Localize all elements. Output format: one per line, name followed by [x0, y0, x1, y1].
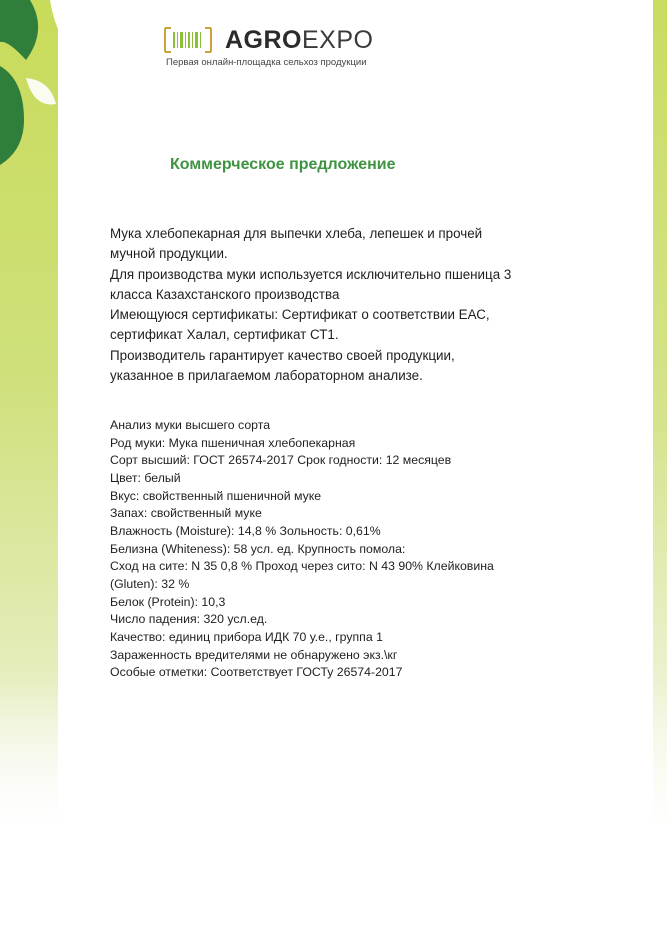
intro-line: указанное в прилагаемом лабораторном анализе. [110, 368, 423, 384]
analysis-line: Сорт высший: ГОСТ 26574-2017 Срок годности: 12 месяцев [110, 453, 452, 468]
analysis-line: Зараженность вредителями не обнаружено экз.\кг [110, 647, 398, 662]
analysis-line: Особые отметки: Соответствует ГОСТу 26574-2017 [110, 665, 403, 680]
analysis-line: (Gluten): 32 % [110, 576, 190, 591]
analysis-line: Род муки: Мука пшеничная хлебопекарная [110, 435, 356, 450]
barcode-logo-icon [163, 26, 213, 54]
intro-line: класса Казахстанского производства [110, 286, 340, 302]
analysis-line: Число падения: 320 усл.ед. [110, 612, 268, 627]
analysis-line: Белизна (Whiteness): 58 усл. ед. Крупность помола: [110, 541, 406, 556]
brand-logo [163, 22, 373, 58]
intro-line: мучной продукции. [110, 246, 228, 262]
brand-name-thin: EXPO [302, 25, 374, 54]
analysis-line: Влажность (Moisture): 14,8 % Зольность: 0,61% [110, 523, 381, 538]
analysis-line: Вкус: свойственный пшеничной муке [110, 488, 322, 503]
analysis-line: Белок (Protein): 10,3 [110, 594, 226, 609]
intro-line: Производитель гарантирует качество своей продукции, [110, 347, 455, 363]
analysis-heading: Анализ муки высшего сорта [110, 418, 271, 432]
analysis-section [110, 417, 570, 682]
intro-line: Для производства муки используется исключительно пшеница 3 [110, 266, 512, 282]
document-title: Коммерческое предложение [170, 156, 396, 173]
analysis-line: Сход на сите: N 35 0,8 % Проход через сито: N 43 90% Клейковина [110, 559, 494, 574]
analysis-line: Цвет: белый [110, 470, 181, 485]
bottom-fade [0, 680, 667, 940]
intro-paragraph [110, 224, 550, 386]
intro-line: сертификат Халал, сертификат СТ1. [110, 327, 339, 343]
brand-name [225, 25, 374, 54]
leaf-decoration-top-left [0, 0, 120, 170]
analysis-line: Запах: свойственный муке [110, 506, 262, 521]
analysis-line: Качество: единиц прибора ИДК 70 у.е., группа 1 [110, 629, 383, 644]
brand-tagline: Первая онлайн-площадка сельхоз продукции [166, 57, 367, 68]
brand-name-bold: AGRO [225, 25, 302, 54]
intro-line: Имеющуюся сертификаты: Сертификат о соответствии ЕАС, [110, 307, 490, 323]
intro-line: Мука хлебопекарная для выпечки хлеба, лепешек и прочей [110, 226, 483, 241]
